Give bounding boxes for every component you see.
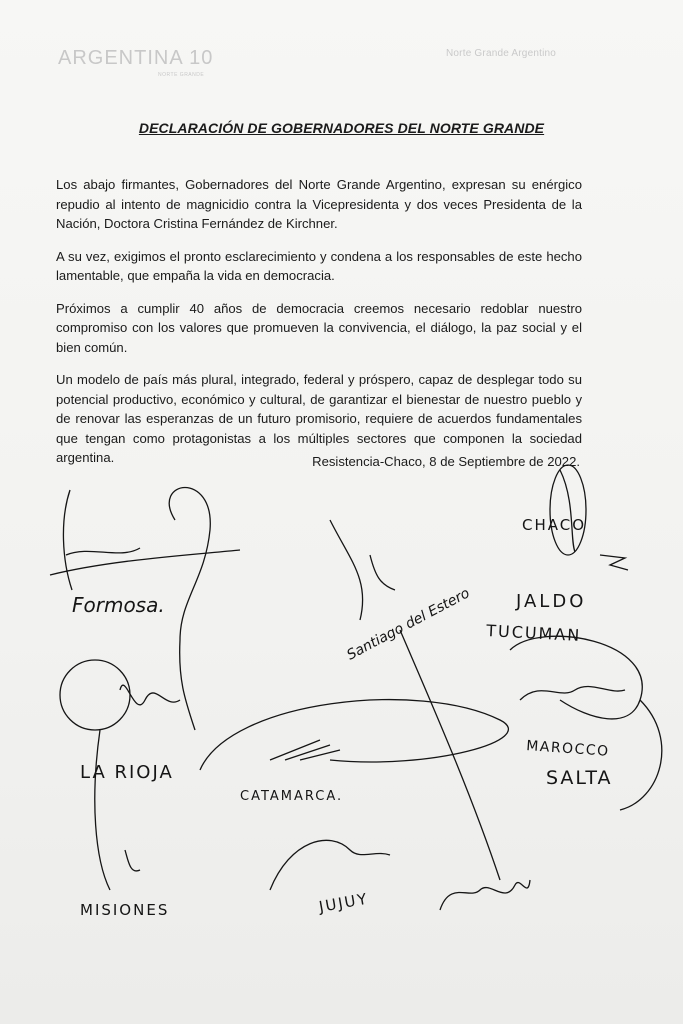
signature-la-rioja: [60, 660, 180, 890]
chaco-label: CHACO: [522, 516, 587, 534]
logo-subtext: NORTE GRANDE: [158, 72, 205, 78]
document-body: [56, 175, 582, 481]
paragraph-1: Los abajo firmantes, Gobernadores del Norte Grande Argentino, expresan su enérgico repudio al intento de magnicidio contra la Vicepresidenta y dos veces Presidenta de la Nación, Doctora Cristina Fernández de Kirchner.: [56, 177, 582, 231]
argentina-logo: [58, 42, 238, 82]
dateline: Resistencia-Chaco, 8 de Septiembre de 2022.: [312, 454, 580, 469]
catamarca-label: CATAMARCA.: [240, 789, 344, 804]
logo-text: ARGENTINA 10: [58, 47, 214, 69]
santiago-label: Santiago del Estero: [344, 585, 473, 664]
larioja-label: LA RIOJA: [80, 762, 174, 783]
formosa-label: Formosa.: [72, 593, 165, 617]
salta-label: SALTA: [546, 767, 613, 789]
header-right-text: Norte Grande Argentino: [446, 48, 557, 59]
paragraph-3: Próximos a cumplir 40 años de democracia creemos necesario redoblar nuestro compromiso con los valores que promueven la convivencia, el diálogo, la paz social y el bien común.: [56, 300, 582, 355]
tucuman-label: TUCUMAN: [485, 621, 582, 645]
jaldo-label: JALDO: [516, 591, 587, 612]
signature-scribble-bottom: [440, 880, 530, 910]
signature-santiago: [330, 520, 628, 880]
misiones-label: MISIONES: [80, 901, 170, 919]
signature-misiones: [80, 850, 169, 919]
signature-formosa: [50, 488, 240, 731]
signature-salta: [520, 686, 662, 810]
paragraph-4: Un modelo de país más plural, integrado, federal y próspero, capaz de desplegar todo su potencial productivo, económico y cultural, de garantizar el bienestar de nuestro pueblo y de renovar las esperanzas de un futuro promisorio, requiere de acuerdos fundamentales que tengan como protagonistas a los múltiples sectores que componen la sociedad argentina.: [56, 372, 582, 465]
paragraph-2: A su vez, exigimos el pronto esclarecimiento y condena a los responsables de este hecho lamentable, que empaña la vida en democracia.: [56, 248, 582, 283]
signature-catamarca: [200, 700, 508, 804]
signature-jujuy: [270, 840, 390, 916]
jujuy-label: JUJUY: [317, 889, 370, 916]
document-title: DECLARACIÓN DE GOBERNADORES DEL NORTE GRANDE: [138, 120, 545, 136]
marocco-label: MAROCCO: [525, 738, 611, 760]
signature-tucuman: [485, 591, 642, 719]
